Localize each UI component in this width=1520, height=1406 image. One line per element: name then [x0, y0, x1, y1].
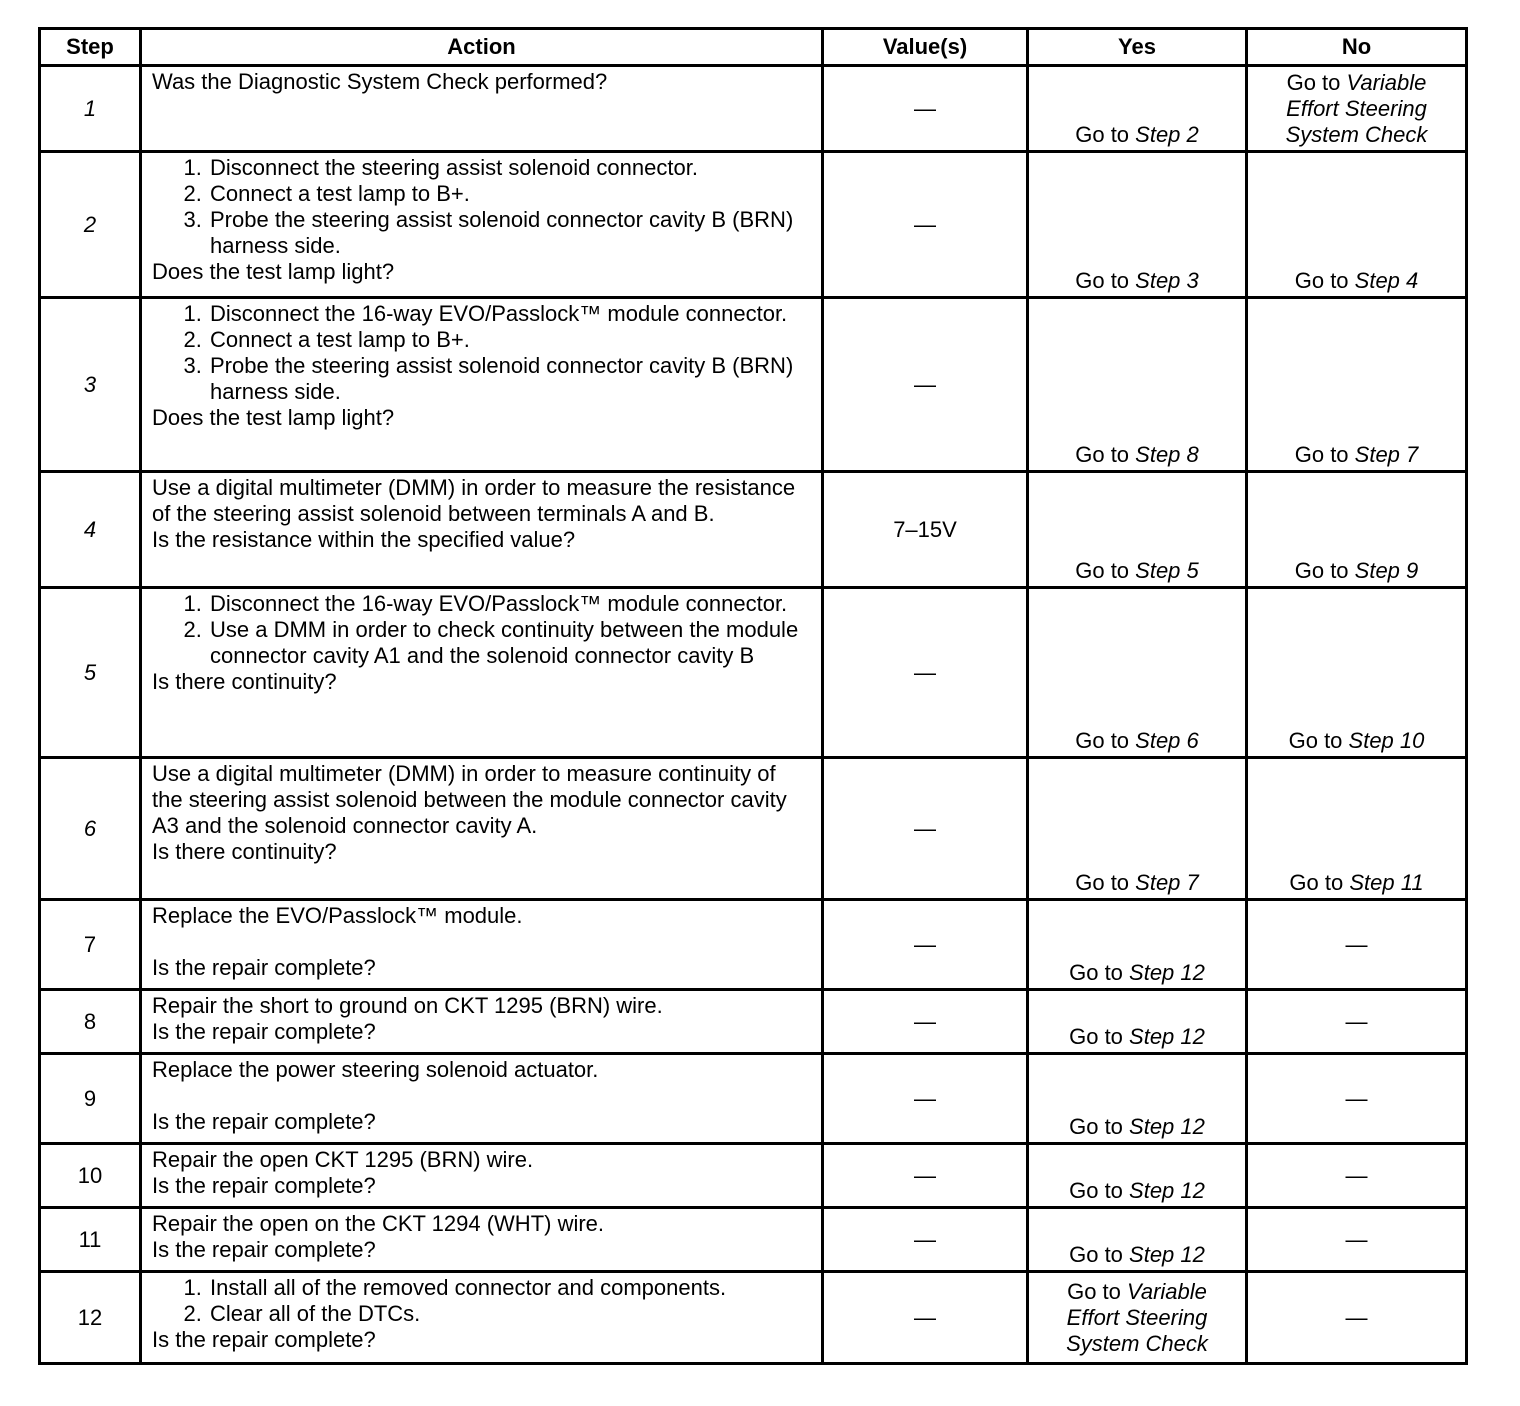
- no-cell: —: [1247, 1272, 1467, 1364]
- action-text: Replace the power steering solenoid actuator.: [152, 1057, 599, 1082]
- no-step-link[interactable]: Step 7: [1354, 442, 1419, 467]
- yes-cell: [1028, 1054, 1247, 1144]
- yes-prefix: Go to: [1075, 122, 1136, 147]
- action-question: Is the resistance within the specified value?: [152, 527, 576, 552]
- yes-step-link[interactable]: Step 12: [1129, 1024, 1205, 1049]
- no-cell: [1247, 472, 1467, 588]
- yes-prefix: Go to: [1067, 1278, 1127, 1304]
- step-number: 12: [40, 1272, 141, 1364]
- action-list-item: 3. Probe the steering assist solenoid connector cavity B (BRN) harness side.: [208, 207, 811, 259]
- action-list-item: 2. Connect a test lamp to B+.: [208, 327, 811, 353]
- action-cell: [141, 66, 823, 152]
- header-no: No: [1247, 29, 1467, 66]
- yes-step-link[interactable]: Step 7: [1135, 870, 1199, 895]
- header-action: Action: [141, 29, 823, 66]
- yes-step-link[interactable]: Step 2: [1135, 122, 1199, 147]
- yes-step-link[interactable]: Step 3: [1135, 268, 1199, 293]
- action-cell: [141, 900, 823, 990]
- action-text: Replace the EVO/Passlock™ module.: [152, 903, 523, 928]
- step-number: 7: [40, 900, 141, 990]
- no-prefix: Go to: [1286, 70, 1347, 95]
- value-cell: —: [823, 1054, 1028, 1144]
- no-cell: —: [1247, 1208, 1467, 1272]
- table-row: [40, 990, 1467, 1054]
- step-number: 9: [40, 1054, 141, 1144]
- table-row: [40, 1054, 1467, 1144]
- action-list-item: 1. Install all of the removed connector and components.: [208, 1275, 811, 1301]
- table-row: [40, 66, 1467, 152]
- no-prefix: Go to: [1288, 728, 1349, 753]
- table-row: [40, 152, 1467, 298]
- yes-prefix: Go to: [1069, 1178, 1130, 1203]
- action-question: Does the test lamp light?: [152, 259, 395, 284]
- header-values: Value(s): [823, 29, 1028, 66]
- action-list-item: 3. Probe the steering assist solenoid connector cavity B (BRN) harness side.: [208, 353, 811, 405]
- action-text: Use a digital multimeter (DMM) in order to measure continuity of the steering assist solenoid between the module connector cavity A3 and the solenoid connector cavity A.: [152, 761, 787, 838]
- no-cell: —: [1247, 990, 1467, 1054]
- yes-cell: [1028, 472, 1247, 588]
- action-list-item: 2. Use a DMM in order to check continuity between the module connector cavity A1 and the solenoid connector cavity B: [208, 617, 811, 669]
- value-cell: 7–15V: [823, 472, 1028, 588]
- yes-step-link[interactable]: Step 12: [1129, 960, 1205, 985]
- value-cell: —: [823, 900, 1028, 990]
- yes-prefix: Go to: [1075, 442, 1136, 467]
- action-question: Is the repair complete?: [152, 955, 376, 980]
- step-number: 11: [40, 1208, 141, 1272]
- yes-prefix: Go to: [1069, 960, 1130, 985]
- yes-prefix: Go to: [1069, 1024, 1130, 1049]
- no-prefix: Go to: [1294, 442, 1355, 467]
- yes-cell: [1028, 66, 1247, 152]
- yes-cell: [1028, 588, 1247, 758]
- yes-cell: [1028, 1144, 1247, 1208]
- no-cell: —: [1247, 900, 1467, 990]
- action-text: Repair the open on the CKT 1294 (WHT) wire.: [152, 1211, 605, 1236]
- no-cell: —: [1247, 1054, 1467, 1144]
- step-number: 10: [40, 1144, 141, 1208]
- action-cell: [141, 472, 823, 588]
- no-cell: [1247, 758, 1467, 900]
- no-step-link[interactable]: Step 4: [1354, 268, 1419, 293]
- action-question: Is the repair complete?: [152, 1327, 376, 1352]
- table-row: [40, 588, 1467, 758]
- yes-prefix: Go to: [1075, 268, 1136, 293]
- yes-step-link[interactable]: Step 6: [1135, 728, 1199, 753]
- yes-prefix: Go to: [1075, 870, 1136, 895]
- yes-step-link[interactable]: Step 12: [1129, 1114, 1205, 1139]
- action-list: [152, 155, 811, 259]
- no-step-link[interactable]: Variable Effort Steering System Check: [1285, 70, 1428, 147]
- action-list-item: 1. Disconnect the 16-way EVO/Passlock™ module connector.: [208, 591, 811, 617]
- table-row: [40, 900, 1467, 990]
- action-cell: [141, 298, 823, 472]
- no-prefix: Go to: [1289, 870, 1350, 895]
- yes-step-link[interactable]: Step 5: [1135, 558, 1199, 583]
- action-question: Is there continuity?: [152, 669, 337, 694]
- action-spacer: [152, 1083, 811, 1109]
- yes-cell: [1028, 990, 1247, 1054]
- value-cell: —: [823, 298, 1028, 472]
- action-cell: [141, 758, 823, 900]
- yes-step-link[interactable]: Variable Effort Steering System Check: [1066, 1278, 1208, 1356]
- action-question: Is the repair complete?: [152, 1019, 376, 1044]
- action-question: Is the repair complete?: [152, 1109, 376, 1134]
- action-cell: [141, 1208, 823, 1272]
- action-list-item: 2. Connect a test lamp to B+.: [208, 181, 811, 207]
- value-cell: —: [823, 758, 1028, 900]
- action-list-item: 1. Disconnect the 16-way EVO/Passlock™ module connector.: [208, 301, 811, 327]
- action-list: [152, 1275, 811, 1327]
- no-cell: [1247, 588, 1467, 758]
- step-number: 8: [40, 990, 141, 1054]
- value-cell: —: [823, 1272, 1028, 1364]
- action-cell: [141, 990, 823, 1054]
- no-prefix: Go to: [1294, 558, 1355, 583]
- action-text: Repair the open CKT 1295 (BRN) wire.: [152, 1147, 534, 1172]
- action-question: Does the test lamp light?: [152, 405, 395, 430]
- yes-cell: [1028, 1208, 1247, 1272]
- table-row: [40, 472, 1467, 588]
- table-row: [40, 1208, 1467, 1272]
- value-cell: —: [823, 1208, 1028, 1272]
- yes-step-link[interactable]: Step 12: [1129, 1242, 1205, 1267]
- yes-prefix: Go to: [1075, 558, 1136, 583]
- header-yes: Yes: [1028, 29, 1247, 66]
- yes-prefix: Go to: [1069, 1114, 1130, 1139]
- yes-cell: [1028, 298, 1247, 472]
- action-text: Use a digital multimeter (DMM) in order to measure the resistance of the steering assist solenoid between terminals A and B.: [152, 475, 796, 526]
- yes-step-link[interactable]: Step 8: [1135, 442, 1199, 467]
- yes-prefix: Go to: [1075, 728, 1136, 753]
- step-number: 1: [40, 66, 141, 152]
- no-step-link[interactable]: Step 10: [1348, 728, 1425, 753]
- value-cell: —: [823, 1144, 1028, 1208]
- action-cell: [141, 588, 823, 758]
- value-cell: —: [823, 66, 1028, 152]
- action-question: Is the repair complete?: [152, 1237, 376, 1262]
- value-cell: —: [823, 152, 1028, 298]
- step-number: 6: [40, 758, 141, 900]
- action-cell: [141, 1054, 823, 1144]
- no-cell: [1247, 152, 1467, 298]
- action-cell: [141, 1144, 823, 1208]
- step-number: 5: [40, 588, 141, 758]
- value-cell: —: [823, 990, 1028, 1054]
- header-step: Step: [40, 29, 141, 66]
- value-cell: —: [823, 588, 1028, 758]
- no-step-link[interactable]: Step 9: [1354, 558, 1419, 583]
- action-spacer: [152, 929, 811, 955]
- action-list: [152, 301, 811, 405]
- step-number: 3: [40, 298, 141, 472]
- action-text: Was the Diagnostic System Check performed?: [152, 69, 608, 94]
- no-step-link[interactable]: Step 11: [1349, 870, 1424, 895]
- diagnostic-table: [38, 27, 1468, 1365]
- yes-cell: [1028, 758, 1247, 900]
- action-cell: [141, 1272, 823, 1364]
- step-number: 4: [40, 472, 141, 588]
- yes-cell: [1028, 1272, 1247, 1364]
- table-header-row: [40, 29, 1467, 66]
- yes-cell: [1028, 152, 1247, 298]
- action-list: [152, 591, 811, 669]
- action-cell: [141, 152, 823, 298]
- step-number: 2: [40, 152, 141, 298]
- no-cell: —: [1247, 1144, 1467, 1208]
- no-cell: [1247, 298, 1467, 472]
- action-list-item: 1. Disconnect the steering assist solenoid connector.: [208, 155, 811, 181]
- table-row: [40, 1144, 1467, 1208]
- yes-cell: [1028, 900, 1247, 990]
- table-row: [40, 758, 1467, 900]
- action-question: Is there continuity?: [152, 839, 337, 864]
- table-row: [40, 298, 1467, 472]
- action-text: Repair the short to ground on CKT 1295 (BRN) wire.: [152, 993, 663, 1018]
- table-row: [40, 1272, 1467, 1364]
- yes-step-link[interactable]: Step 12: [1129, 1178, 1205, 1203]
- no-prefix: Go to: [1294, 268, 1355, 293]
- action-question: Is the repair complete?: [152, 1173, 376, 1198]
- action-list-item: 2. Clear all of the DTCs.: [208, 1301, 811, 1327]
- no-cell: [1247, 66, 1467, 152]
- yes-prefix: Go to: [1069, 1242, 1130, 1267]
